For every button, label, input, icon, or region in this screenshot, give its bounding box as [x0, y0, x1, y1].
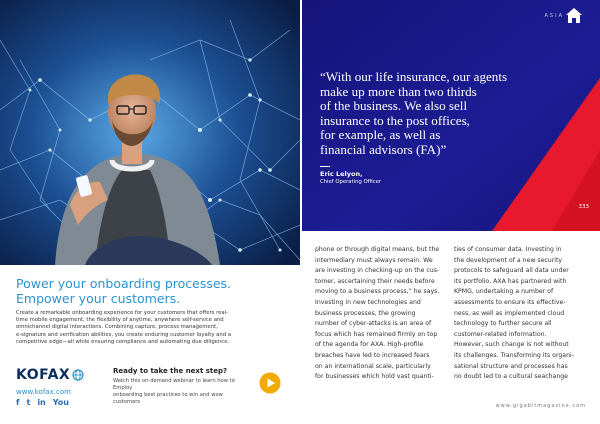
quote-divider [320, 166, 330, 167]
advert-hero-image [0, 0, 300, 265]
article-column-1 [315, 245, 448, 383]
article-line: phone or through digital means, but the [315, 246, 440, 253]
article-line: the development of a new security [454, 256, 563, 264]
kofax-website-link[interactable]: www.kofax.com [16, 388, 71, 396]
cta-text [113, 378, 248, 406]
facebook-icon[interactable]: f [16, 398, 20, 407]
body-line: Create a remarkable onboarding experience for your customers that offers real- [16, 310, 229, 316]
home-icon[interactable] [566, 8, 582, 23]
article-line: ness, as well as implemented cloud [454, 309, 565, 317]
social-links [16, 398, 69, 407]
advert-body [16, 310, 291, 346]
magazine-url[interactable]: www.gigabitmagazine.com [495, 403, 586, 409]
body-line: time mobile engagement, the flexibility of anytime, anywhere self-service and [16, 317, 224, 324]
article-line: moving to a business process,” he says. [315, 288, 440, 296]
play-icon[interactable] [259, 372, 281, 394]
quote-line: of the business. We also sell [320, 98, 468, 114]
article-line: protocols to safeguard all data under [454, 267, 569, 275]
article-line: its portfolio, AXA has partnered with [454, 277, 567, 285]
body-line: omnichannel digital interactions. Combining capture, process management, [16, 324, 218, 331]
quote-line: financial advisors (FA)” [320, 141, 447, 157]
article-line: are investing in checking-up on the cus- [315, 267, 440, 275]
article-line: no doubt led to a cultural seachange [454, 373, 568, 381]
body-line: e-signature and verification abilities, you create enduring customer loyalty and a [16, 331, 232, 338]
article-line: assessments to ensure its effective- [454, 298, 566, 306]
article-line: customer-related information. [454, 330, 547, 338]
article-line: focus which has remained firmly on top [315, 330, 438, 338]
article-line: sational structure and processes has [454, 362, 568, 370]
article-column-2 [454, 245, 587, 383]
quote-author-name: Eric Lelyon, [320, 170, 363, 178]
article-line: intermediary must always remain. We [315, 256, 433, 264]
advert-headline [16, 276, 291, 306]
quote-line: for example, as well as [320, 127, 441, 143]
quote-line: “With our life insurance, our agents [320, 69, 508, 84]
article-line: its challenges. Transforming its organi- [454, 351, 574, 359]
article-line: tomer, ascertaining their needs before [315, 277, 435, 285]
cta-line: Watch this on-demand webinar to learn how to Employ [113, 378, 235, 391]
headline-line: Power your onboarding processes. [16, 276, 232, 291]
article-line: KPMG, undertaking a number of [454, 288, 554, 296]
quote-line: insurance to the post offices, [320, 112, 470, 128]
linkedin-icon[interactable]: in [37, 398, 46, 407]
kofax-wordmark: KOFAX [16, 367, 71, 383]
kofax-logo[interactable] [16, 365, 84, 385]
article-line: business processes, the growing [315, 309, 416, 317]
quote-author-role: Chief Operating Officer [320, 179, 382, 185]
youtube-icon[interactable]: You [52, 398, 69, 407]
article-line: technology to further secure all [454, 320, 552, 328]
hero-quote-panel [302, 0, 600, 231]
body-line: competitive edge—all while ensuring compliance and automating due diligence. [16, 338, 230, 345]
headline-line: Empower your customers. [16, 291, 181, 306]
quote-line: make up more than two thirds [320, 83, 477, 99]
cta-line: onboarding best practices to win and wow customers [113, 392, 223, 405]
section-label: ASIA [544, 13, 564, 19]
article-line: for businesses which hold vast quanti- [315, 373, 434, 381]
article-line: breaches have led to increased fears [315, 351, 430, 359]
pull-quote [320, 70, 530, 158]
kofax-globe-icon [72, 369, 84, 381]
article-line: number of cyber-attacks is an area of [315, 320, 432, 328]
article-line: ties of consumer data. Investing in [454, 246, 562, 253]
page-number: 333 [578, 204, 589, 210]
twitter-icon[interactable]: t [26, 398, 31, 407]
article-line: on an international scale, particularly [315, 362, 431, 370]
article-line: of the agenda for AXA. High-profile [315, 341, 424, 349]
cta-title: Ready to take the next step? [113, 367, 228, 375]
article-line: Investing in new technologies and [315, 298, 421, 306]
article-line: However, such change is not without [454, 341, 569, 349]
